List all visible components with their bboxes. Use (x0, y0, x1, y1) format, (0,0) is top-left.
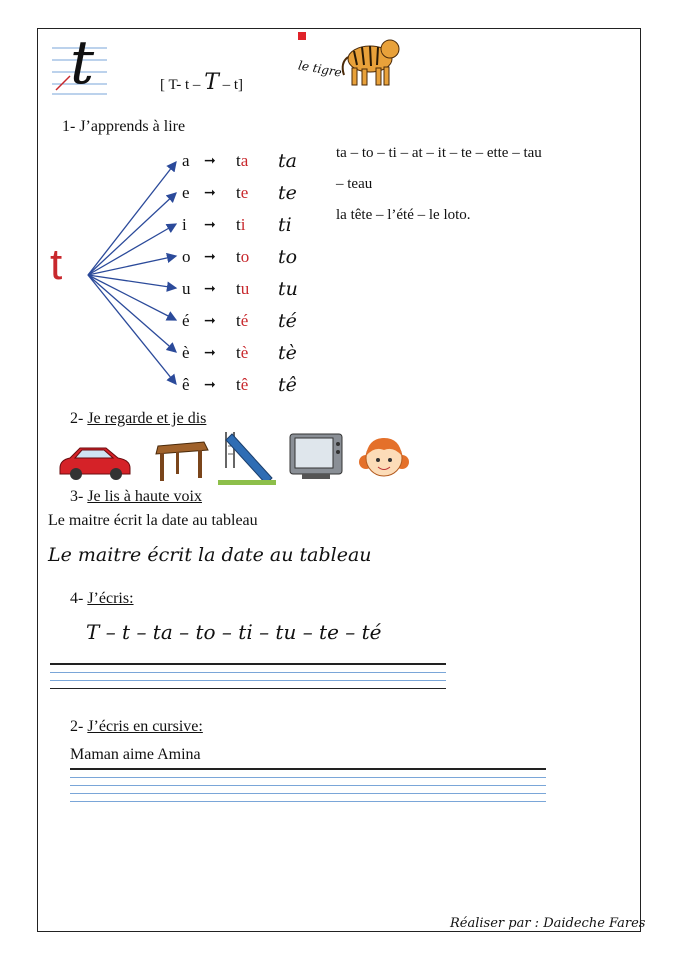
cursive-syllable: tè (278, 342, 297, 364)
syllable (236, 151, 278, 171)
syllable-consonant: t (236, 343, 241, 362)
section4-text: J’écris: (87, 590, 134, 607)
words-line-2: – teau (336, 176, 373, 192)
vowel: o (182, 247, 191, 266)
section5-title (70, 718, 203, 736)
syllable-consonant: t (236, 279, 241, 298)
section4-title (70, 590, 134, 608)
arrow-right-icon: ➞ (204, 217, 216, 233)
syllable (236, 375, 278, 395)
letter-forms-end: – t] (218, 77, 244, 93)
syllable-row (182, 338, 297, 368)
syllable-vowel: è (240, 343, 249, 362)
arrow-right-icon: ➞ (204, 185, 216, 201)
girl-face-icon (358, 430, 410, 482)
section2-text: Je regarde et je dis (87, 410, 207, 427)
car-icon (56, 440, 134, 482)
syllable-vowel: i (240, 215, 246, 234)
syllable (236, 279, 278, 299)
slide-icon (218, 428, 276, 486)
writing-line (50, 672, 446, 673)
writing-line (50, 663, 446, 665)
author-signature: Réaliser par : Daideche Fares (450, 916, 646, 931)
syllable-row (182, 146, 297, 176)
syllable-row (182, 242, 297, 272)
writing-line (70, 801, 546, 802)
syllable-vowel: é (240, 311, 249, 330)
syllable-vowel: ê (240, 375, 249, 394)
syllable (236, 183, 278, 203)
vowel: e (182, 183, 190, 202)
syllable-vowel: a (240, 151, 249, 170)
vowel: a (182, 151, 190, 170)
vowel: i (182, 215, 187, 234)
syllable-row (182, 274, 298, 304)
syllable-row (182, 370, 297, 400)
section4-cursive-line: T – t – ta – to – ti – tu – te – té (86, 620, 382, 644)
syllable (236, 343, 278, 363)
section1-title: 1- J’apprends à lire (62, 118, 186, 135)
animal-label: le tigre (297, 58, 343, 80)
tv-icon (288, 430, 346, 482)
arrow-right-icon: ➞ (204, 281, 216, 297)
syllable-row (182, 178, 297, 208)
cursive-syllable: ti (278, 214, 292, 236)
writing-line (70, 785, 546, 786)
section3-title (70, 488, 202, 506)
branch-arrows (84, 150, 184, 400)
cursive-syllable: té (278, 310, 297, 332)
cursive-syllable: tê (278, 374, 297, 396)
section1-big-letter: t (50, 240, 63, 289)
letter-forms-cursive: T (204, 70, 219, 95)
cursive-syllable: te (278, 182, 297, 204)
arrow-right-icon: ➞ (204, 153, 216, 169)
section3-number: 3- (70, 488, 88, 505)
vowel: ê (182, 375, 190, 394)
syllable-vowel: u (240, 279, 250, 298)
arrow-right-icon: ➞ (204, 345, 216, 361)
syllable (236, 311, 278, 331)
section5-model: Maman aime Amina (70, 746, 201, 763)
syllable (236, 247, 278, 267)
syllable-vowel: o (240, 247, 250, 266)
syllable-consonant: t (236, 247, 241, 266)
writing-lines-2 (70, 768, 546, 809)
syllable (236, 215, 278, 235)
section5-number: 2- (70, 718, 88, 735)
section3-sentence: Le maitre écrit la date au tableau (48, 512, 258, 529)
syllable-consonant: t (236, 375, 241, 394)
syllable-row (182, 306, 297, 336)
words-line-1: ta – to – ti – at – it – te – ette – tau (336, 145, 542, 161)
arrow-right-icon: ➞ (204, 377, 216, 393)
tiger-icon (338, 35, 400, 87)
cursive-syllable: tu (278, 278, 298, 300)
words-block (336, 138, 542, 231)
writing-line (70, 793, 546, 794)
big-cursive-letter: t (70, 28, 95, 98)
vowel: u (182, 279, 191, 298)
vowel: é (182, 311, 190, 330)
arrow-right-icon: ➞ (204, 313, 216, 329)
writing-lines-1 (50, 663, 446, 696)
words-line-3: la tête – l’été – le loto. (336, 207, 471, 223)
syllable-consonant: t (236, 183, 241, 202)
section2-title (70, 410, 206, 428)
syllable-row (182, 210, 292, 240)
syllable-vowel: e (240, 183, 249, 202)
syllable-consonant: t (236, 311, 241, 330)
red-square (298, 32, 306, 40)
section3-sentence-cursive: Le maitre écrit la date au tableau (48, 544, 372, 566)
table-icon (152, 438, 210, 484)
writing-line (50, 680, 446, 681)
cursive-syllable: ta (278, 150, 297, 172)
section3-text: Je lis à haute voix (87, 488, 202, 505)
cursive-syllable: to (278, 246, 298, 268)
vowel: è (182, 343, 190, 362)
syllable-consonant: t (236, 215, 241, 234)
writing-line (70, 768, 546, 770)
section5-text: J’écris en cursive: (87, 718, 203, 735)
section4-number: 4- (70, 590, 88, 607)
section2-number: 2- (70, 410, 88, 427)
syllable-consonant: t (236, 151, 241, 170)
arrow-right-icon: ➞ (204, 249, 216, 265)
letter-forms-start: [ T- t – (160, 77, 205, 93)
writing-line (70, 777, 546, 778)
letter-forms (160, 70, 243, 95)
writing-line (50, 688, 446, 690)
